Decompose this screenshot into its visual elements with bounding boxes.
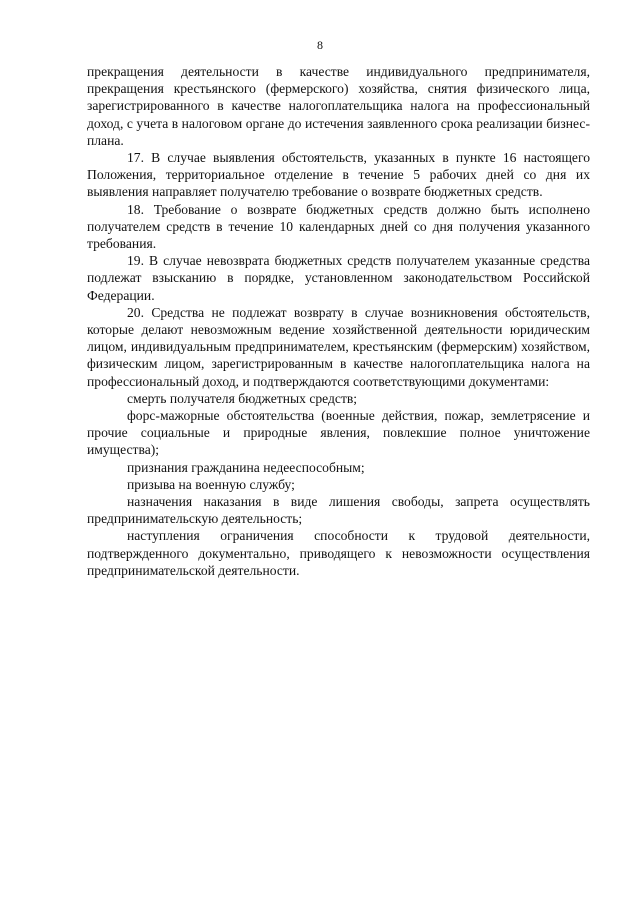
paragraph-item-19: 19. В случае невозврата бюджетных средств получателем указанные средства подлежат взысканию в порядке, установленном законодательством Российской Федерации. <box>87 253 590 303</box>
paragraph-item-20: 20. Средства не подлежат возврату в случае возникновения обстоятельств, которые делают невозможным ведение хозяйственной деятельности юридическим лицом, индивидуальным предпринимателем, крестьянским (фермерским) хозяйством, физическим лицом, зарегистрированным в качестве налогоплательщика налога на профессиональный доход, и подтверждаются соответствующими документами: <box>87 304 590 389</box>
list-item-force-majeure: форс-мажорные обстоятельства (военные действия, пожар, землетрясение и прочие социальные и природные явления, повлекшие полное уничтожение имущества); <box>87 408 590 458</box>
list-item-punishment: назначения наказания в виде лишения свободы, запрета осуществлять предпринимательскую деятельность; <box>87 494 590 527</box>
list-item-military-service: призыва на военную службу; <box>127 476 295 492</box>
paragraph-item-18: 18. Требование о возврате бюджетных средств должно быть исполнено получателем средств в течение 10 календарных дней со дня получения указанного требования. <box>87 201 590 252</box>
paragraph-continuation: прекращения деятельности в качестве индивидуального предпринимателя, прекращения крестьянского (фермерского) хозяйства, снятия физического лица, зарегистрированного в качестве налогоплательщика налога на профессиональный доход, с учета в налоговом органе до истечения заявленного срока реализации бизнес-плана. <box>87 64 590 148</box>
page-number: 8 <box>317 38 323 52</box>
list-item-work-limitation: наступления ограничения способности к трудовой деятельности, подтвержденного документально, приводящего к невозможности осуществления предпринимательской деятельности. <box>87 528 590 578</box>
list-item-incapacity: признания гражданина недееспособным; <box>127 459 365 475</box>
paragraph-item-17: 17. В случае выявления обстоятельств, указанных в пункте 16 настоящего Положения, территориальное отделение в течение 5 рабочих дней со дня их выявления направляет получателю требование о возврате бюджетных средств. <box>87 150 590 200</box>
list-item-death: смерть получателя бюджетных средств; <box>127 390 358 406</box>
document-body <box>87 63 590 579</box>
